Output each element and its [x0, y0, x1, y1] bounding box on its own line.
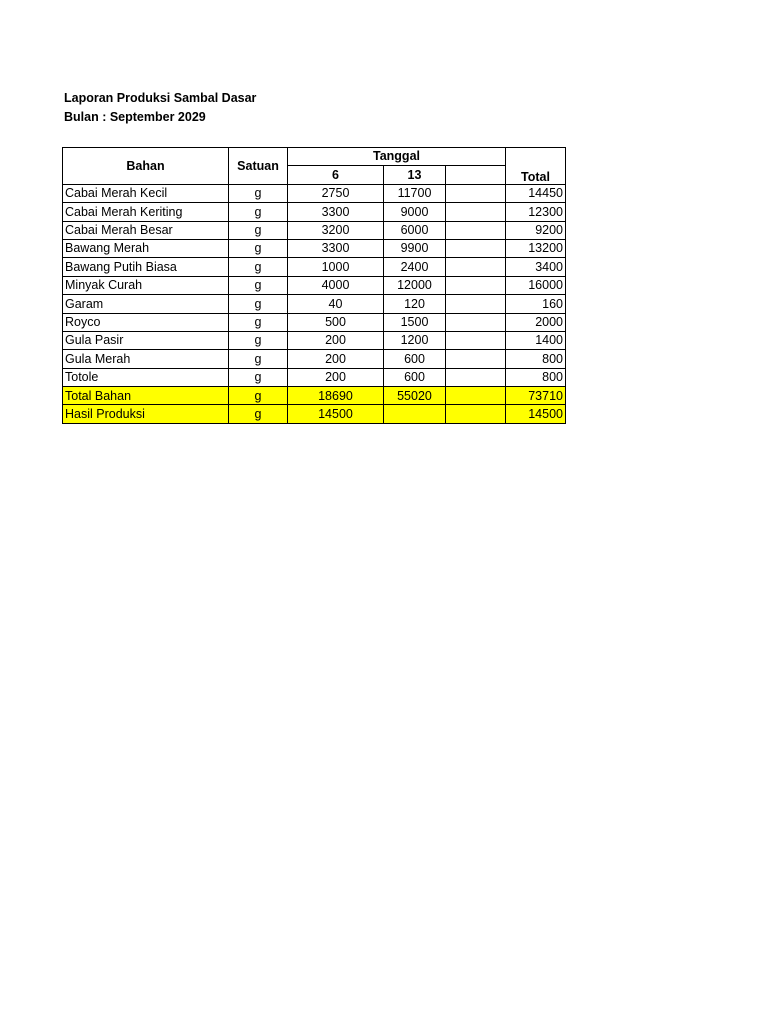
cell-day: 14500	[288, 405, 384, 423]
cell-day	[446, 313, 506, 331]
cell-bahan: Bawang Putih Biasa	[63, 258, 229, 276]
cell-day: 120	[384, 295, 446, 313]
cell-day: 2400	[384, 258, 446, 276]
cell-total: 160	[506, 295, 566, 313]
cell-total: 9200	[506, 221, 566, 239]
cell-day: 1500	[384, 313, 446, 331]
cell-day: 2750	[288, 184, 384, 202]
cell-total: 14450	[506, 184, 566, 202]
cell-day	[446, 203, 506, 221]
cell-bahan: Cabai Merah Keriting	[63, 203, 229, 221]
table-row	[63, 331, 566, 349]
header-bahan: Bahan	[63, 148, 229, 185]
table-header	[63, 148, 566, 185]
summary-row	[63, 405, 566, 423]
cell-day: 500	[288, 313, 384, 331]
cell-day: 9900	[384, 239, 446, 257]
table-row	[63, 203, 566, 221]
table-row	[63, 258, 566, 276]
cell-day	[446, 331, 506, 349]
cell-bahan: Gula Merah	[63, 350, 229, 368]
cell-day	[446, 184, 506, 202]
cell-bahan: Total Bahan	[63, 387, 229, 405]
table-row	[63, 184, 566, 202]
table-row	[63, 239, 566, 257]
cell-total: 73710	[506, 387, 566, 405]
cell-satuan: g	[229, 221, 288, 239]
cell-day: 3300	[288, 239, 384, 257]
table-row	[63, 295, 566, 313]
cell-day	[446, 239, 506, 257]
cell-satuan: g	[229, 295, 288, 313]
cell-day	[446, 295, 506, 313]
table-row	[63, 368, 566, 386]
cell-total: 13200	[506, 239, 566, 257]
cell-satuan: g	[229, 239, 288, 257]
header-tanggal: Tanggal	[288, 148, 506, 166]
header-day: 6	[288, 166, 384, 184]
cell-bahan: Bawang Merah	[63, 239, 229, 257]
header-day	[446, 166, 506, 184]
cell-day: 11700	[384, 184, 446, 202]
cell-satuan: g	[229, 368, 288, 386]
cell-satuan: g	[229, 331, 288, 349]
cell-satuan: g	[229, 203, 288, 221]
report-title: Laporan Produksi Sambal Dasar	[64, 91, 257, 105]
cell-bahan: Cabai Merah Kecil	[63, 184, 229, 202]
cell-day: 1000	[288, 258, 384, 276]
cell-satuan: g	[229, 350, 288, 368]
table-row	[63, 313, 566, 331]
cell-day	[446, 350, 506, 368]
cell-day	[384, 405, 446, 423]
header-day: 13	[384, 166, 446, 184]
cell-total: 12300	[506, 203, 566, 221]
cell-total: 800	[506, 368, 566, 386]
cell-total: 800	[506, 350, 566, 368]
cell-day: 4000	[288, 276, 384, 294]
cell-day: 600	[384, 368, 446, 386]
production-table	[62, 147, 566, 424]
cell-day: 3300	[288, 203, 384, 221]
cell-day: 40	[288, 295, 384, 313]
cell-day: 9000	[384, 203, 446, 221]
cell-day: 55020	[384, 387, 446, 405]
cell-satuan: g	[229, 405, 288, 423]
cell-satuan: g	[229, 184, 288, 202]
cell-day	[446, 221, 506, 239]
cell-day: 200	[288, 368, 384, 386]
table-body	[63, 184, 566, 423]
cell-day: 12000	[384, 276, 446, 294]
cell-day: 200	[288, 350, 384, 368]
cell-bahan: Garam	[63, 295, 229, 313]
header-satuan: Satuan	[229, 148, 288, 185]
cell-bahan: Minyak Curah	[63, 276, 229, 294]
cell-bahan: Hasil Produksi	[63, 405, 229, 423]
cell-satuan: g	[229, 313, 288, 331]
cell-day	[446, 387, 506, 405]
cell-bahan: Royco	[63, 313, 229, 331]
cell-day: 200	[288, 331, 384, 349]
cell-satuan: g	[229, 258, 288, 276]
table-row	[63, 276, 566, 294]
cell-satuan: g	[229, 276, 288, 294]
cell-total: 3400	[506, 258, 566, 276]
cell-day: 1200	[384, 331, 446, 349]
cell-day	[446, 276, 506, 294]
cell-day: 18690	[288, 387, 384, 405]
summary-row	[63, 387, 566, 405]
cell-day	[446, 405, 506, 423]
cell-total: 2000	[506, 313, 566, 331]
cell-bahan: Totole	[63, 368, 229, 386]
cell-total: 16000	[506, 276, 566, 294]
cell-day	[446, 368, 506, 386]
cell-satuan: g	[229, 387, 288, 405]
header-total: Total	[506, 148, 566, 185]
table-row	[63, 350, 566, 368]
table-row	[63, 221, 566, 239]
cell-day	[446, 258, 506, 276]
cell-day: 3200	[288, 221, 384, 239]
report-subtitle: Bulan : September 2029	[64, 110, 206, 124]
cell-bahan: Gula Pasir	[63, 331, 229, 349]
cell-total: 1400	[506, 331, 566, 349]
cell-day: 600	[384, 350, 446, 368]
cell-day: 6000	[384, 221, 446, 239]
cell-total: 14500	[506, 405, 566, 423]
cell-bahan: Cabai Merah Besar	[63, 221, 229, 239]
